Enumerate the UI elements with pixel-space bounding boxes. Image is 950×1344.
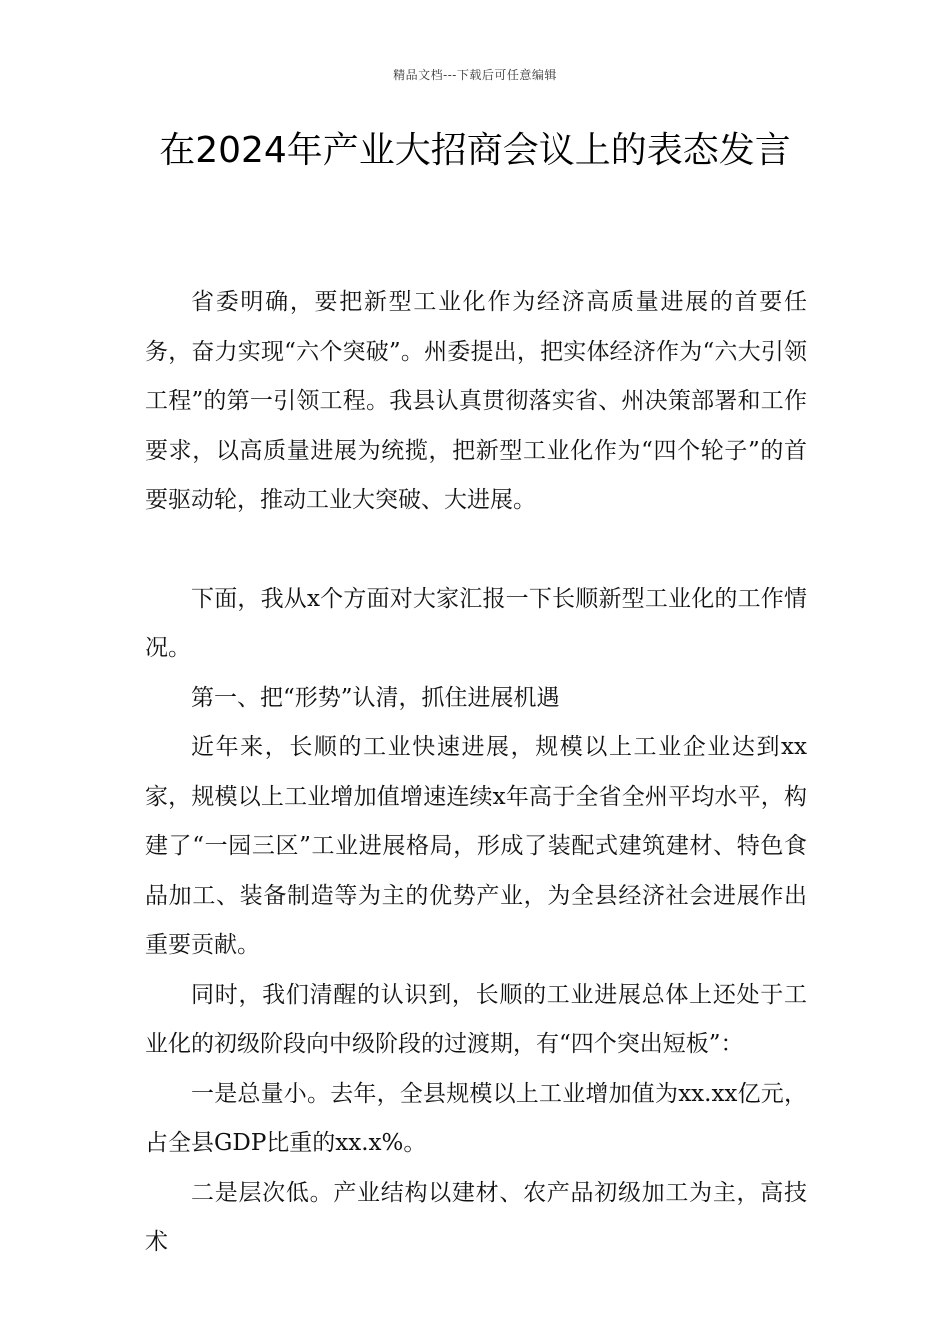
page-header-note: 精品文档---下载后可任意编辑 bbox=[393, 68, 557, 82]
paragraph-intro: 省委明确，要把新型工业化作为经济高质量进展的首要任务，奋力实现“六个突破”。州委提出，把实体经济作为“六大引领工程”的第一引领工程。我县认真贯彻落实省、州决策部署和工作要求，以高质量进展为统揽，把新型工业化作为“四个轮子”的首要驱动轮，推动工业大突破、大进展。 bbox=[145, 289, 807, 513]
paragraph-point-2: 二是层次低。产业结构以建材、农产品初级加工为主，高技术 bbox=[145, 1179, 807, 1255]
document-title: 在2024年产业大招商会议上的表态发言 bbox=[159, 130, 791, 171]
section-heading-1: 第一、把“形势”认清，抓住进展机遇 bbox=[191, 684, 560, 711]
paragraph-report-outline: 下面，我从x个方面对大家汇报一下长顺新型工业化的工作情况。 bbox=[145, 585, 807, 661]
document-body bbox=[145, 278, 807, 1268]
paragraph-shortcomings: 同时，我们清醒的认识到，长顺的工业进展总体上还处于工业化的初级阶段向中级阶段的过渡期，有“四个突出短板”： bbox=[145, 981, 807, 1057]
paragraph-point-1: 一是总量小。去年，全县规模以上工业增加值为xx.xx亿元，占全县GDP比重的xx.x%。 bbox=[145, 1080, 807, 1156]
paragraph-recent-progress: 近年来，长顺的工业快速进展，规模以上工业企业达到xx家，规模以上工业增加值增速连续x年高于全省全州平均水平，构建了“一园三区”工业进展格局，形成了装配式建筑建材、特色食品加工、装备制造等为主的优势产业，为全县经济社会进展作出重要贡献。 bbox=[145, 734, 807, 958]
